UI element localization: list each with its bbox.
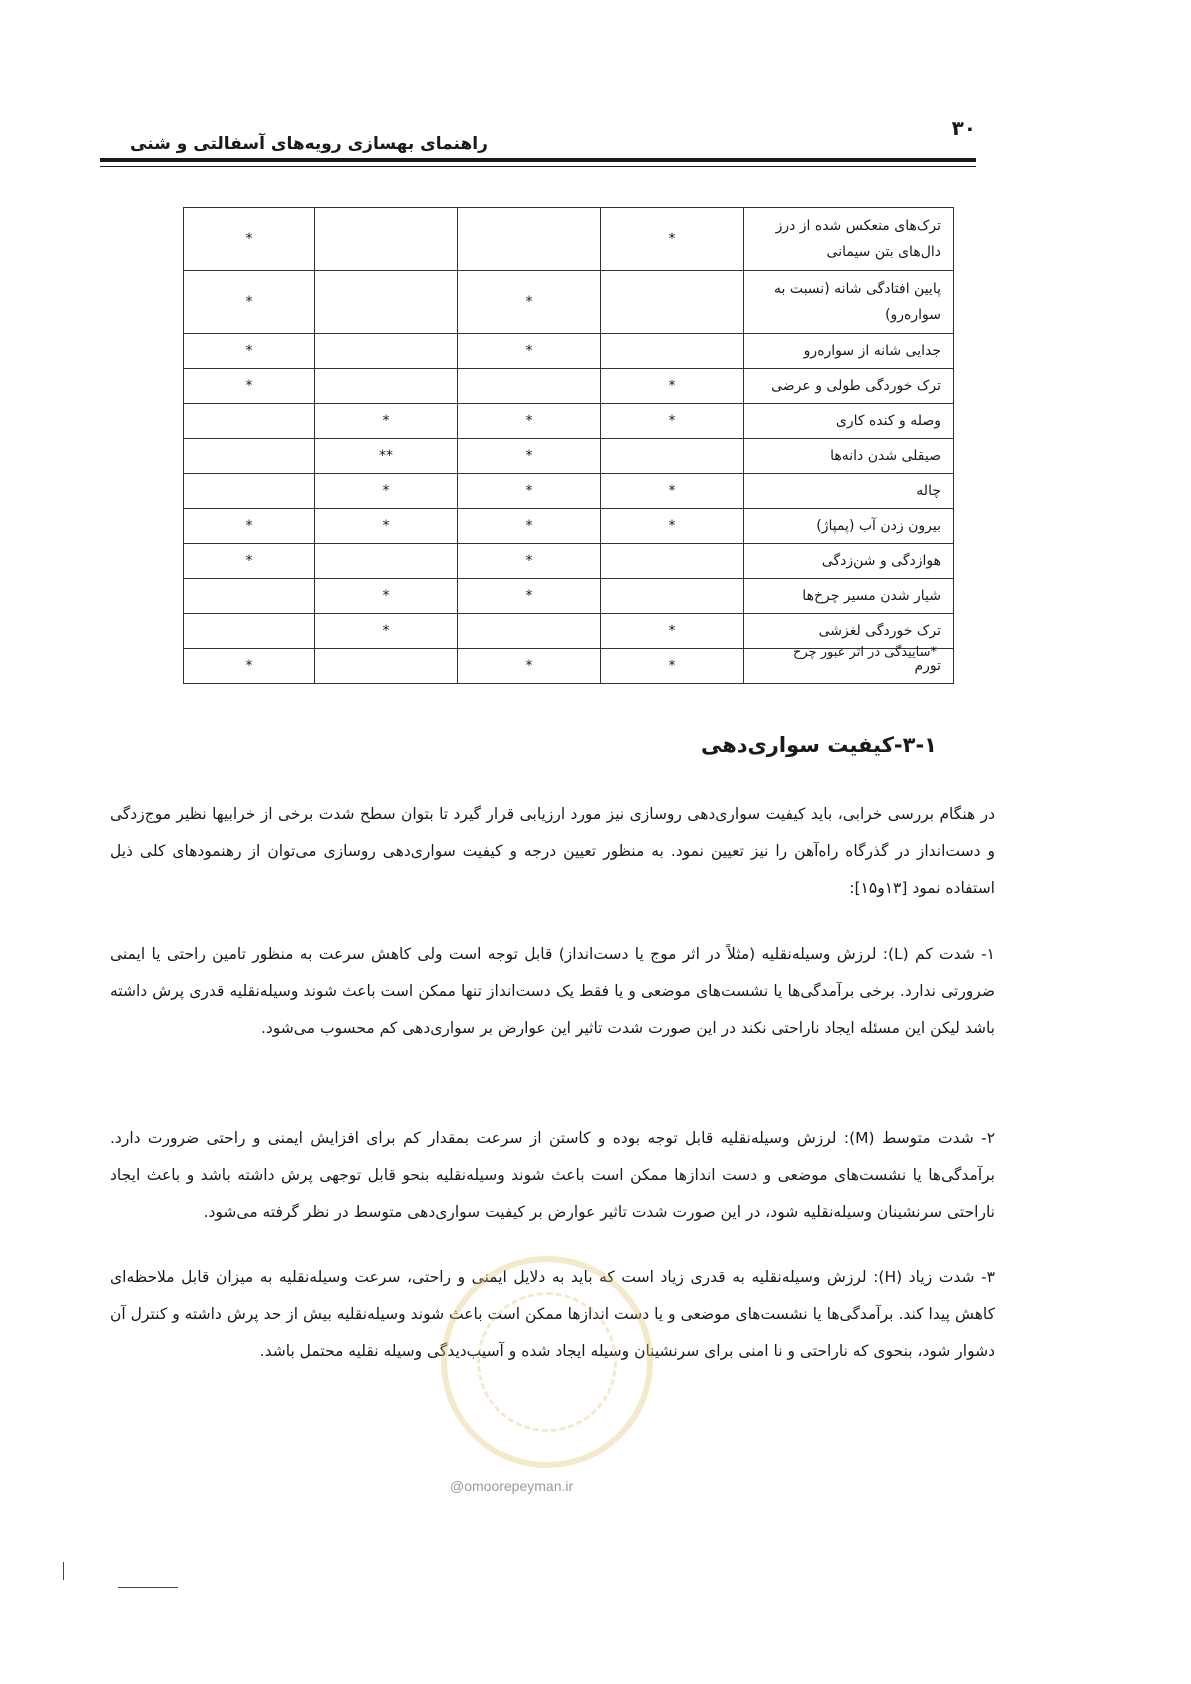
paragraph-medium-severity: ۲- شدت متوسط (M): لرزش وسیله‌نقلیه قابل توجه بوده و کاستن از سرعت بمقدار کم برای افزایش ایمنی و راحتی ضرورت دارد. برآمدگی‌ها یا نشست‌های موضعی و دست اندازها ممکن است باعث شوند وسیله‌نقلیه بنحو قابل توجهی پرش داشته باشد و باعث ایجاد ناراحتی سرنشینان وسیله‌نقلیه شود، در این صورت شدت تاثیر عوارض بر کیفیت سواری‌دهی متوسط در نظر گرفته می‌شود.	[110, 1128, 996, 1221]
table-cell	[315, 369, 458, 404]
table-cell	[315, 544, 458, 579]
table-cell: *	[184, 334, 315, 369]
table-cell: *	[458, 334, 601, 369]
table-footnote: *ساییدگی در اثر عبور چرخ	[792, 645, 937, 660]
table-cell	[458, 208, 601, 271]
table-row	[184, 369, 954, 404]
table-cell	[601, 439, 744, 474]
table-cell: *	[184, 544, 315, 579]
table-cell: *	[458, 544, 601, 579]
page-header	[100, 110, 976, 176]
table-row	[184, 544, 954, 579]
table-cell	[458, 614, 601, 649]
table-cell: *	[184, 208, 315, 271]
table-cell: *	[184, 509, 315, 544]
margin-tick	[63, 1562, 64, 1580]
table-cell	[184, 474, 315, 509]
distress-label: جدایی شانه از سواره‌رو	[744, 334, 954, 369]
table-cell: *	[458, 579, 601, 614]
table-cell: *	[184, 369, 315, 404]
table-cell: *	[601, 404, 744, 439]
section-heading: ۳-۱-کیفیت سواری‌دهی	[700, 733, 937, 757]
paragraph-low-severity: ۱- شدت کم (L): لرزش وسیله‌نقلیه (مثلاً در اثر موج یا دست‌انداز) قابل توجه است ولی کاهش سرعت به منظور تامین راحتی یا ایمنی ضرورتی ندارد. برخی برآمدگی‌ها یا نشست‌های موضعی و یا فقط یک دست‌انداز تنها ممکن است باعث شوند وسیله‌نقلیه قدری پرش داشته باشد لیکن این مسئله ایجاد ناراحتی نکند در این صورت شدت تاثیر این عوارض بر سواری‌دهی کم محسوب می‌شود.	[110, 944, 995, 1037]
paragraph-intro: در هنگام بررسی خرابی، باید کیفیت سواری‌دهی روسازی نیز مورد ارزیابی قرار گیرد تا بتوان سطح شدت برخی از خرابیها نظیر موج‌زدگی و دست‌انداز در گذرگاه راه‌آهن را نیز تعیین نمود. به منظور تعیین درجه و کیفیت سواری‌دهی روسازی می‌توان از رهنمودهای کلی ذیل استفاده نمود [۱۳و۱۵]:	[110, 804, 995, 897]
table-cell	[601, 544, 744, 579]
table-row	[184, 334, 954, 369]
table-cell: *	[458, 509, 601, 544]
table-row	[184, 404, 954, 439]
distress-label: ترک خوردگی لغزشی	[744, 614, 954, 649]
distress-label: ترک‌های منعکس شده از درز دال‌های بتن سیمانی	[744, 208, 954, 271]
table-cell	[315, 334, 458, 369]
margin-mark	[118, 1587, 178, 1588]
table-row	[184, 271, 954, 334]
table-cell: *	[315, 404, 458, 439]
table-cell: *	[184, 271, 315, 334]
distress-table	[183, 207, 954, 684]
table-cell	[315, 649, 458, 684]
distress-label: شیار شدن مسیر چرخ‌ها	[744, 579, 954, 614]
table-cell: *	[458, 474, 601, 509]
paragraph-high-severity: ۳- شدت زیاد (H): لرزش وسیله‌نقلیه به قدری زیاد است که باید به دلایل ایمنی و راحتی، سرعت وسیله‌نقلیه به میزان قابل ملاحظه‌ای کاهش پیدا کند. برآمدگی‌ها یا نشست‌های موضعی و یا دست اندازها ممکن است باعث شوند وسیله‌نقلیه بیش از حد پرش داشته و کنترل آن دشوار شود، بنحوی که ناراحتی و نا امنی برای سرنشینان وسیله ایجاد شده و آسیب‌دیدگی وسیله نقلیه محتمل باشد.	[110, 1267, 995, 1360]
table-cell: *	[315, 474, 458, 509]
distress-label: بیرون زدن آب (پمپاژ)	[744, 509, 954, 544]
distress-label: ترک خوردگی طولی و عرضی	[744, 369, 954, 404]
table-cell: *	[601, 369, 744, 404]
distress-label: تورم	[744, 649, 954, 684]
distress-label: چاله	[744, 474, 954, 509]
table-cell	[184, 439, 315, 474]
table-cell: *	[458, 439, 601, 474]
table-cell: *	[315, 509, 458, 544]
distress-label: صیقلی شدن دانه‌ها	[744, 439, 954, 474]
table-cell: *	[315, 614, 458, 649]
page-number: ۳۰	[951, 116, 976, 140]
table-row	[184, 208, 954, 271]
table-cell: *	[601, 614, 744, 649]
watermark-seal	[441, 1256, 653, 1468]
table-cell: *	[315, 579, 458, 614]
table-row	[184, 614, 954, 649]
table-cell: *	[184, 649, 315, 684]
table-cell	[601, 579, 744, 614]
table-cell: **	[315, 439, 458, 474]
distress-label: پایین افتادگی شانه (نسبت به سواره‌رو)	[744, 271, 954, 334]
table-row	[184, 509, 954, 544]
table-row	[184, 579, 954, 614]
table-cell: *	[458, 404, 601, 439]
table-cell: *	[601, 474, 744, 509]
table-cell	[184, 404, 315, 439]
header-rule-thick	[100, 158, 976, 162]
table-cell: *	[601, 208, 744, 271]
table-cell: *	[458, 271, 601, 334]
table-row	[184, 439, 954, 474]
table-row	[184, 474, 954, 509]
table-cell	[601, 334, 744, 369]
distress-label: هوازدگی و شن‌زدگی	[744, 544, 954, 579]
watermark-url: @omoorepeyman.ir	[450, 1478, 574, 1494]
distress-label: وصله و کنده کاری	[744, 404, 954, 439]
running-title: راهنمای بهسازی رویه‌های آسفالتی و شنی	[130, 134, 488, 154]
table-cell	[184, 579, 315, 614]
header-rule-thin	[100, 166, 976, 167]
table-cell: *	[458, 649, 601, 684]
table-cell	[601, 271, 744, 334]
table-cell	[315, 208, 458, 271]
table-cell: *	[601, 649, 744, 684]
table-cell	[315, 271, 458, 334]
table-cell	[458, 369, 601, 404]
table-cell: *	[601, 509, 744, 544]
table-cell	[184, 614, 315, 649]
